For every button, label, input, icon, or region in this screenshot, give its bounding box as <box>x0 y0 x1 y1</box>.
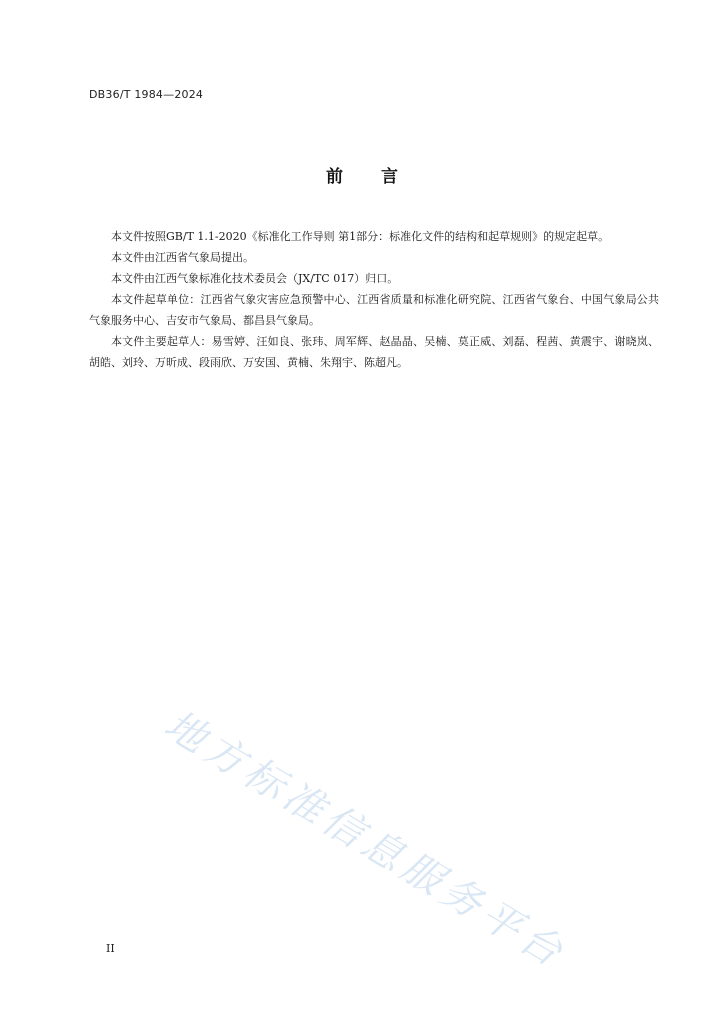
document-code: DB36/T 1984—2024 <box>89 88 204 101</box>
paragraph-proposer: 本文件由江西省气象局提出。 <box>111 251 254 264</box>
page-number: II <box>106 942 115 955</box>
paragraph-drafting-rules: 本文件按照GB/T 1.1-2020《标准化工作导则 第1部分：标准化文件的结构和起草规则》的规定起草。 <box>111 230 610 243</box>
foreword-body <box>89 226 659 373</box>
watermark: 地方标准信息服务平台 <box>156 701 575 979</box>
paragraph-drafting-units: 本文件起草单位：江西省气象灾害应急预警中心、江西省质量和标准化研究院、江西省气象台、中国气象局公共气象服务中心、吉安市气象局、都昌县气象局。 <box>89 293 659 327</box>
paragraph-committee: 本文件由江西气象标准化技术委员会（JX/TC 017）归口。 <box>111 272 399 285</box>
paragraph-drafters: 本文件主要起草人：易雪婷、汪如良、张玮、周军辉、赵晶晶、吴楠、莫正威、刘磊、程茜、黄震宇、谢晓岚、胡皓、刘玲、万昕成、段雨欣、万安国、黄楠、朱翔宇、陈超凡。 <box>89 335 659 369</box>
page-title: 前言 <box>326 167 436 187</box>
